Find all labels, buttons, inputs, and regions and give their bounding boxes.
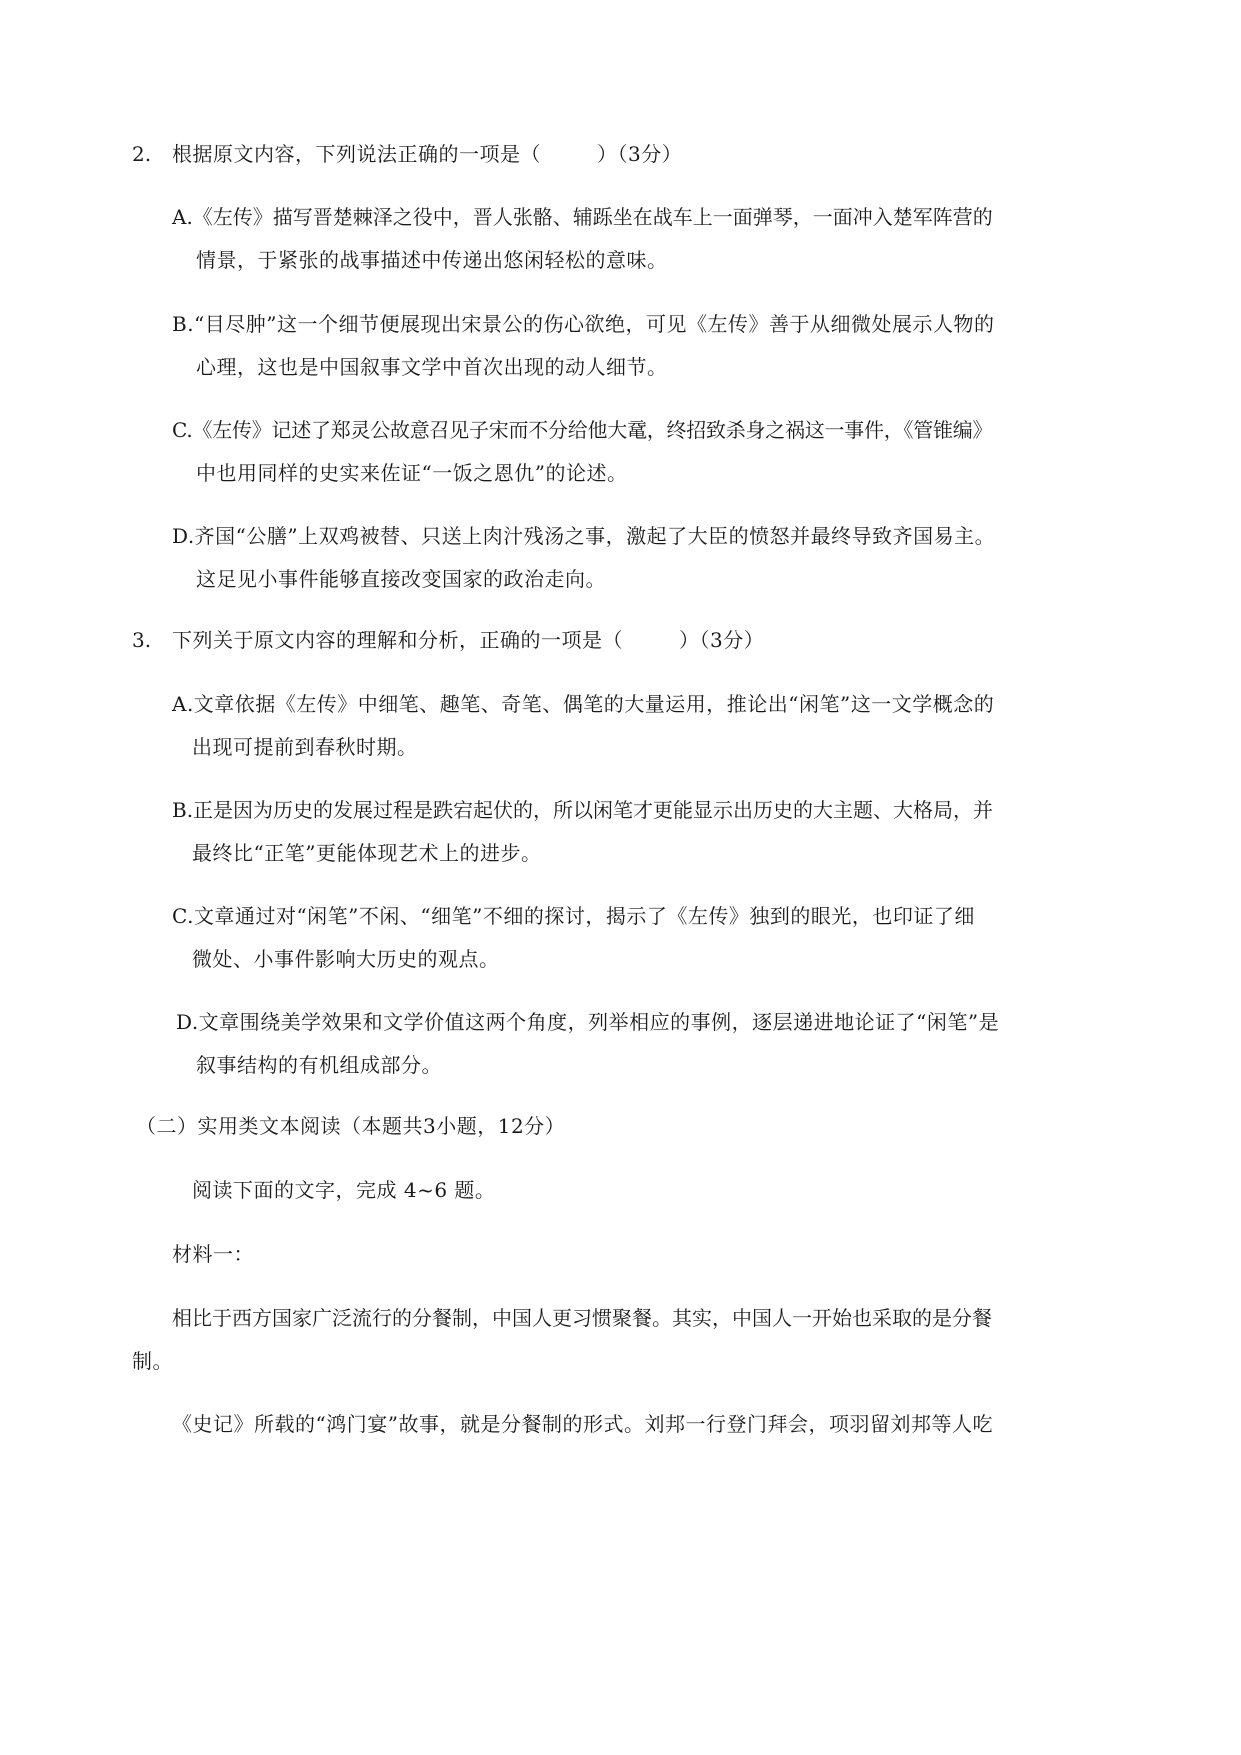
paragraph-1-line2: 制。 (132, 1349, 173, 1373)
question-stem-text: 下列关于原文内容的理解和分析，正确的一项是（ (172, 628, 623, 652)
question-number: 2. (132, 142, 152, 166)
option-d-line1: D.文章围绕美学效果和文学价值这两个角度，列举相应的事例，逐层递进地论证了“闲笔”是 (176, 1010, 1000, 1034)
option-c-line2: 中也用同样的史实来佐证“一饭之恩仇”的论述。 (196, 461, 628, 485)
option-d-line1: D.齐国“公膳”上双鸡被替、只送上肉汁残汤之事，激起了大臣的愤怒并最终导致齐国易主。 (172, 524, 996, 548)
option-d-line2: 这足见小事件能够直接改变国家的政治走向。 (196, 567, 606, 591)
paragraph-2-line1: 《史记》所载的“鸿门宴”故事，就是分餐制的形式。刘邦一行登门拜会，项羽留刘邦等人吃 (172, 1412, 993, 1436)
question-stem (172, 140, 682, 168)
option-b-line2: 心理，这也是中国叙事文学中首次出现的动人细节。 (196, 355, 668, 379)
section-instruction: 阅读下面的文字，完成 4~6 题。 (192, 1178, 496, 1202)
option-b-line1: B.“目尽肿”这一个细节便展现出宋景公的伤心欲绝，可见《左传》善于从细微处展示人物的 (172, 312, 995, 336)
paragraph-1-line1: 相比于西方国家广泛流行的分餐制，中国人更习惯聚餐。其实，中国人一开始也采取的是分餐 (172, 1306, 992, 1330)
question-number: 3. (132, 628, 152, 652)
question-score: ）（3分） (597, 142, 683, 166)
option-d-line2: 叙事结构的有机组成部分。 (196, 1053, 442, 1077)
option-c-line1: C.文章通过对“闲笔”不闲、“细笔”不细的探讨，揭示了《左传》独到的眼光，也印证了细 (172, 904, 975, 928)
section-heading: （二）实用类文本阅读（本题共3小题，12分） (136, 1114, 566, 1138)
option-b-line2: 最终比“正笔”更能体现艺术上的进步。 (192, 841, 542, 865)
material-label: 材料一： (172, 1242, 254, 1266)
option-a-line2: 情景，于紧张的战事描述中传递出悠闲轻松的意味。 (196, 248, 668, 272)
question-stem-text: 根据原文内容，下列说法正确的一项是（ (172, 142, 541, 166)
option-a-line1: A.《左传》描写晋楚棘泽之役中，晋人张骼、辅跞坐在战车上一面弹琴，一面冲入楚军阵营的 (172, 205, 993, 229)
option-b-line1: B.正是因为历史的发展过程是跌宕起伏的，所以闲笔才更能显示出历史的大主题、大格局，并 (172, 798, 994, 822)
question-stem (172, 626, 764, 654)
option-c-line1: C.《左传》记述了郑灵公故意召见子宋而不分给他大鼋，终招致杀身之祸这一事件，《管锥编》 (172, 418, 993, 442)
option-a-line1: A.文章依据《左传》中细笔、趣笔、奇笔、偶笔的大量运用，推论出“闲笔”这一文学概念的 (172, 692, 995, 716)
option-c-line2: 微处、小事件影响大历史的观点。 (192, 947, 500, 971)
option-a-line2: 出现可提前到春秋时期。 (192, 735, 418, 759)
question-score: ）（3分） (679, 628, 765, 652)
